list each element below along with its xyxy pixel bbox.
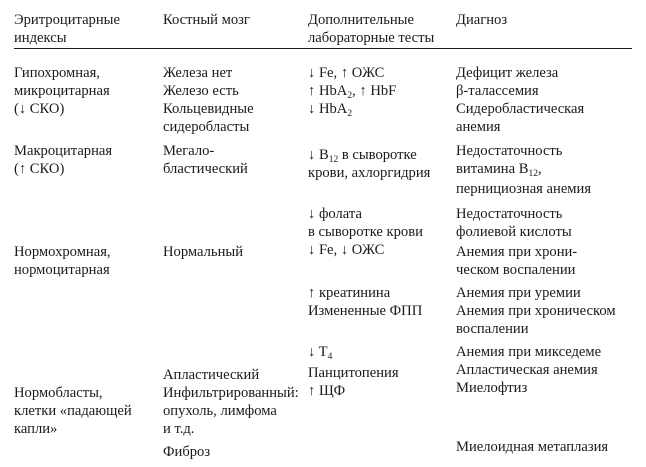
bm-fibrosis: Фиброз <box>163 444 211 460</box>
header-erythrocyte-indices-1: Эритроцитарные <box>14 12 120 28</box>
bm-megaloblastic-1: Мегало- <box>163 143 215 159</box>
test-folate-1: ↓ фолата <box>308 206 362 222</box>
idx-normochromic-1: Нормохромная, <box>14 244 111 260</box>
header-erythrocyte-indices-2: индексы <box>14 30 67 46</box>
header-additional-tests-1: Дополнительные <box>308 12 414 28</box>
dx-myeloid-metaplasia: Миелоидная метаплазия <box>456 439 609 455</box>
dx-pernicious-anemia: пернициозная анемия <box>456 181 592 197</box>
header-diagnosis: Диагноз <box>456 12 508 28</box>
idx-hypochromic-3: (↓ СКО) <box>14 101 65 117</box>
idx-normoblasts-2: клетки «падающей <box>14 403 132 419</box>
idx-normoblasts-3: капли» <box>14 421 58 437</box>
dx-chronic-inflammation2-2: воспалении <box>456 321 529 337</box>
dx-b12-deficiency-1: Недостаточность <box>456 143 563 159</box>
bm-tumor-lymphoma: опухоль, лимфома <box>163 403 277 419</box>
idx-macrocytic-1: Макроцитарная <box>14 143 113 159</box>
bm-no-iron: Железа нет <box>163 65 233 81</box>
test-pancytopenia: Панцитопения <box>308 365 399 381</box>
dx-folate-deficiency-2: фолиевой кислоты <box>456 224 572 240</box>
bm-aplastic: Апластический <box>163 367 260 383</box>
bm-iron-present: Железо есть <box>163 83 239 99</box>
test-fpp: Измененные ФПП <box>308 303 423 319</box>
bm-infiltrated: Инфильтрированный: <box>163 385 299 401</box>
test-fe-ojs-down: ↓ Fe, ↓ ОЖС <box>308 242 385 258</box>
dx-chronic-inflammation-2: ческом воспалении <box>456 262 576 278</box>
dx-myelophthisis: Миелофтиз <box>456 380 528 396</box>
dx-b12-deficiency-2: витамина $B_{12}$, <box>456 161 542 179</box>
test-hba2-hbf: ↑ HbA$_2$, ↑ HbF <box>308 83 397 101</box>
idx-hypochromic-2: микроцитарная <box>14 83 110 99</box>
bm-etc: и т.д. <box>163 421 195 437</box>
header-bone-marrow: Костный мозг <box>163 12 250 28</box>
bm-ring-sideroblasts-1: Кольцевидные <box>163 101 254 117</box>
bm-ring-sideroblasts-2: сидеробласты <box>163 119 250 135</box>
dx-sideroblastic-1: Сидеробластическая <box>456 101 585 117</box>
test-creatinine: ↑ креатинина <box>308 285 391 301</box>
test-hba2: ↓ HbA$_2$ <box>308 101 353 119</box>
test-b12-1: ↓ $B_{12}$ в сыворотке <box>308 147 417 165</box>
dx-uremia: Анемия при уремии <box>456 285 581 301</box>
bm-normal: Нормальный <box>163 244 244 260</box>
dx-sideroblastic-2: анемия <box>456 119 501 135</box>
dx-chronic-inflammation-1: Анемия при хрони- <box>456 244 578 260</box>
dx-beta-thalassemia: β-талассемия <box>456 83 539 99</box>
bm-megaloblastic-2: бластический <box>163 161 248 177</box>
dx-aplastic-anemia: Апластическая анемия <box>456 362 598 378</box>
idx-normoblasts-1: Нормобласты, <box>14 385 103 401</box>
test-t4: ↓ $T_4$ <box>308 344 333 362</box>
dx-myxedema: Анемия при микседеме <box>456 344 602 360</box>
test-fe-ojs: ↓ Fe, ↑ ОЖС <box>308 65 385 81</box>
test-alkaline-phosphatase: ↑ ЩФ <box>308 383 346 399</box>
test-folate-2: в сыворотке крови <box>308 224 423 240</box>
header-additional-tests-2: лабораторные тесты <box>308 30 435 46</box>
idx-macrocytic-2: (↑ СКО) <box>14 161 65 177</box>
dx-folate-deficiency-1: Недостаточность <box>456 206 563 222</box>
idx-hypochromic-1: Гипохромная, <box>14 65 100 81</box>
test-b12-2: крови, ахлоргидрия <box>308 165 431 181</box>
dx-iron-deficiency: Дефицит железа <box>456 65 559 81</box>
header-rule <box>14 48 632 49</box>
idx-normochromic-2: нормоцитарная <box>14 262 110 278</box>
dx-chronic-inflammation2-1: Анемия при хроническом <box>456 303 616 319</box>
